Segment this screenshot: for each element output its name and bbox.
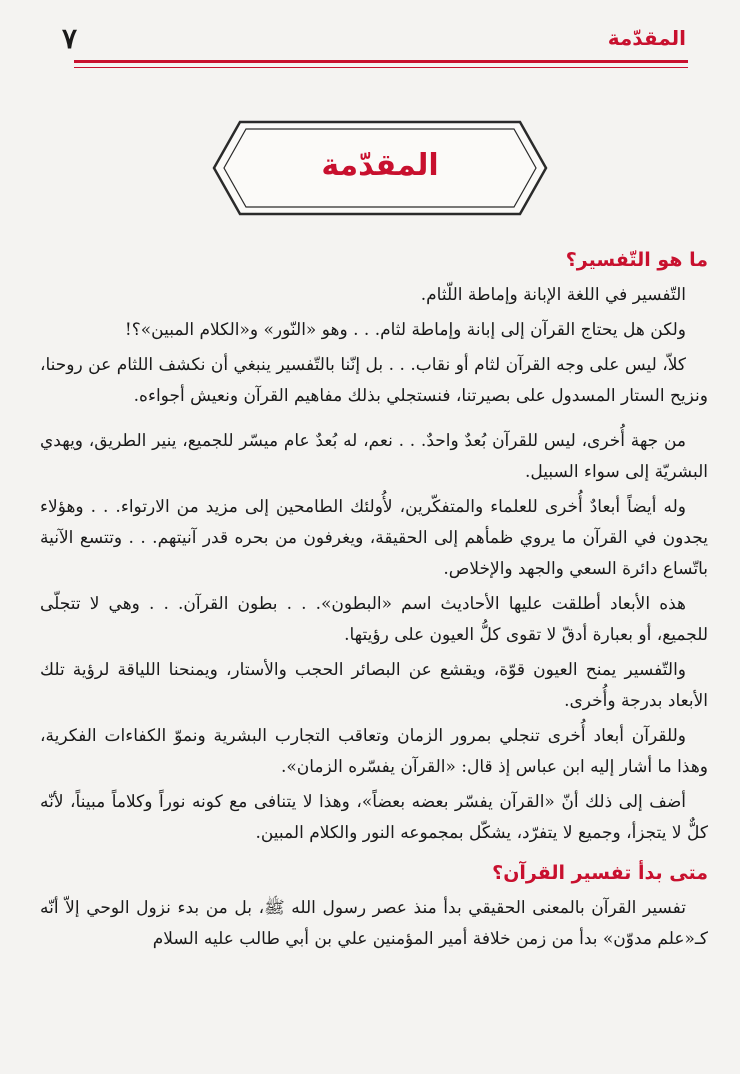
paragraph: وله أيضاً أبعادٌ أُخرى للعلماء والمتفكّرين، لأُولئك الطامحين إلى مزيد من الارتواء. . . وهؤلاء يجدون في القرآن ما يروي ظمأهم إلى الحقيقة، ويغرفون من بحره قدر آنيتهم. . . وتتسع الآنية باتّساع دائرة السعي والجهد والإخلاص. xyxy=(40,497,708,579)
body-text xyxy=(40,240,708,959)
paragraph: كلاّ، ليس على وجه القرآن لثام أو نقاب. . . بل إنّنا بالتّفسير ينبغي أن نكشف اللثام عن روحنا، ونزيح الستار المسدول على بصيرتنا، فنستجلي بذلك مفاهيم القرآن ونعيش أجواءه. xyxy=(40,355,708,406)
section-heading: ما هو التّفسير؟ xyxy=(565,249,708,271)
title-frame xyxy=(210,118,550,218)
paragraph: من جهة أُخرى، ليس للقرآن بُعدٌ واحدٌ. . . نعم، له بُعدٌ عام ميسّر للجميع، ينير الطريق، ويهدي البشريّة إلى سواء السبيل. xyxy=(40,431,708,482)
paragraph: تفسير القرآن بالمعنى الحقيقي بدأ منذ عصر رسول الله ﷺ، بل من بدء نزول الوحي إلاّ أنّه كـ«علم مدوّن» بدأ من زمن خلافة أمير المؤمنين علي بن أبي طالب عليه السلام xyxy=(40,898,708,949)
page-number: ٧ xyxy=(62,22,78,55)
header-rule xyxy=(74,60,688,63)
paragraph: أضف إلى ذلك أنّ «القرآن يفسّر بعضه بعضاً»، وهذا لا يتنافى مع كونه نوراً وكلاماً مبيناً، لأنّه كلٌّ لا يتجزأ، وجميع لا يتفرّد، يشكّل بمجموعه النور والكلام المبين. xyxy=(40,792,708,843)
paragraph: التّفسير في اللغة الإبانة وإماطة اللّثام. xyxy=(420,285,686,305)
running-head: المقدّمة xyxy=(607,26,686,50)
page-title: المقدّمة xyxy=(321,148,439,183)
paragraph: هذه الأبعاد أطلقت عليها الأحاديث اسم «البطون». . . بطون القرآن. . . وهي لا تتجلّى للجميع، أو بعبارة أدقّ لا تقوى كلُّ العيون على رؤيتها. xyxy=(40,594,708,645)
section-heading: متى بدأ تفسير القرآن؟ xyxy=(492,862,708,884)
paragraph: وللقرآن أبعاد أُخرى تنجلي بمرور الزمان وتعاقب التجارب البشرية ونموّ الكفاءات الفكرية، وهذا ما أشار إليه ابن عباس إذ قال: «القرآن يفسّره الزمان». xyxy=(40,726,708,777)
header-rule-thin xyxy=(74,67,688,68)
paragraph: ولكن هل يحتاج القرآن إلى إبانة وإماطة لثام. . . وهو «النّور» و«الكلام المبين»؟! xyxy=(124,320,686,340)
paragraph: والتّفسير يمنح العيون قوّة، ويقشع عن البصائر الحجب والأستار، ويمنحنا اللياقة لرؤية تلك الأبعاد بدرجة وأُخرى. xyxy=(40,660,708,711)
